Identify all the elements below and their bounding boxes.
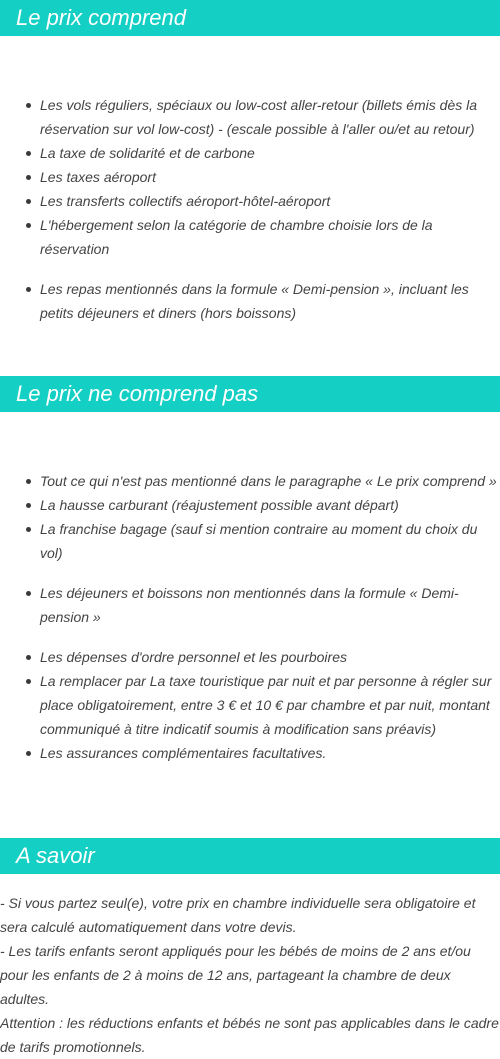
- list-item: Les repas mentionnés dans la formule « Demi-pension », incluant les petits déjeuners et diners (hors boissons): [0, 277, 500, 325]
- section-header-savoir: [0, 838, 500, 874]
- list-item: La taxe de solidarité et de carbone: [0, 141, 500, 165]
- section-title: Le prix ne comprend pas: [16, 381, 259, 406]
- list-item: Les assurances complémentaires facultatives.: [0, 741, 500, 765]
- list-item: Les déjeuners et boissons non mentionnés dans la formule « Demi-pension »: [0, 581, 500, 629]
- section-header-included: [0, 0, 500, 36]
- list-item: La hausse carburant (réajustement possible avant départ): [0, 493, 500, 517]
- list-item: La franchise bagage (sauf si mention contraire au moment du choix du vol): [0, 517, 500, 565]
- savoir-paragraph: - Si vous partez seul(e), votre prix en chambre individuelle sera obligatoire et sera calculé automatiquement dans votre devis. - Les tarifs enfants seront appliqués pour les bébés de moins de 2 ans et/ou pour les enfants de 2 à moins de 12 ans, partageant la chambre de deux adultes. Attention : les réductions enfants et bébés ne sont pas applicables dans le cadre de tarifs promotionnels.: [0, 895, 499, 1055]
- section-title: A savoir: [16, 843, 95, 868]
- list-item: L'hébergement selon la catégorie de chambre choisie lors de la réservation: [0, 213, 500, 261]
- list-item: Les vols réguliers, spéciaux ou low-cost aller-retour (billets émis dès la réservation sur vol low-cost) - (escale possible à l'aller ou/et au retour): [0, 93, 500, 141]
- list-item: La remplacer par La taxe touristique par nuit et par personne à régler sur place obligatoirement, entre 3 € et 10 € par chambre et par nuit, montant communiqué à titre indicatif soumis à modification sans préavis): [0, 669, 500, 741]
- excluded-list: [0, 469, 500, 765]
- section-title: Le prix comprend: [16, 5, 186, 30]
- section-header-excluded: [0, 376, 500, 412]
- included-list: [0, 93, 500, 325]
- list-item: Les transferts collectifs aéroport-hôtel-aéroport: [0, 189, 500, 213]
- list-item: Tout ce qui n'est pas mentionné dans le paragraphe « Le prix comprend »: [0, 469, 500, 493]
- list-item: Les dépenses d'ordre personnel et les pourboires: [0, 645, 500, 669]
- list-item: Les taxes aéroport: [0, 165, 500, 189]
